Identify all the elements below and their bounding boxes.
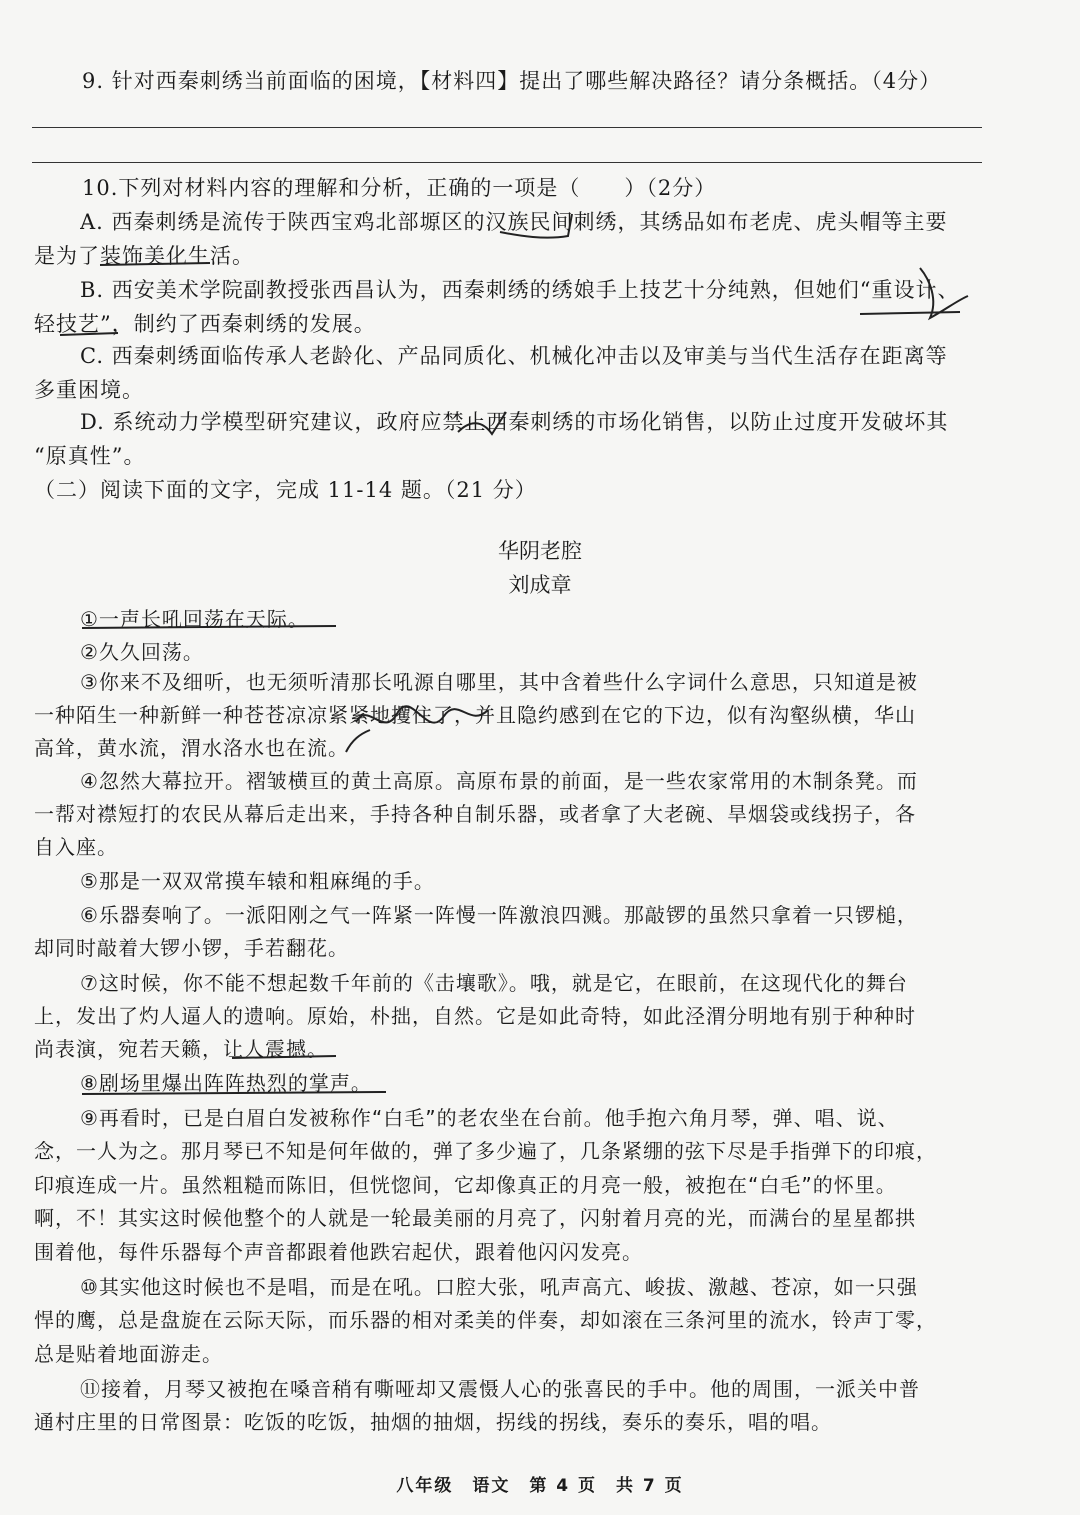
option-a-line-2: 是为了装饰美化生活。: [34, 244, 254, 268]
story-line: ⑦这时候，你不能不想起数千年前的《击壤歌》。哦，就是它，在眼前，在这现代化的舞台: [80, 971, 908, 995]
story-line: 却同时敲着大锣小锣，手若翻花。: [34, 936, 349, 960]
story-line: 围着他，每件乐器每个声音都跟着他跌宕起伏，跟着他闪闪发亮。: [34, 1240, 643, 1264]
story-line: 上，发出了灼人逼人的遗响。原始，朴拙，自然。它是如此奇特，如此泾渭分明地有别于种种时: [34, 1004, 916, 1028]
option-c-line-2: 多重困境。: [34, 378, 144, 402]
question-9: 9. 针对西秦刺绣当前面临的困境，【材料四】提出了哪些解决路径？请分条概括。（4分）: [82, 69, 942, 93]
story-line: 啊，不！其实这时候他整个的人就是一轮最美丽的月亮了，闪射着月亮的光，而满台的星星都拱: [34, 1206, 916, 1230]
answer-line-1[interactable]: [32, 127, 982, 128]
story-line: ③你来不及细听，也无须听清那长吼源自哪里，其中含着些什么字词什么意思，只知道是被: [80, 670, 918, 694]
story-line: ⑥乐器奏响了。一派阳刚之气一阵紧一阵慢一阵激浪四溅。那敲锣的虽然只拿着一只锣槌，: [80, 903, 918, 927]
story-line: 一种陌生一种新鲜一种苍苍凉凉紧紧地攫住了，并且隐约感到在它的下边，似有沟壑纵横，华山: [34, 703, 916, 727]
story-line: 通村庄里的日常图景：吃饭的吃饭，抽烟的抽烟，拐线的拐线，奏乐的奏乐，唱的唱。: [34, 1410, 832, 1434]
story-line: ⑧剧场里爆出阵阵热烈的掌声。: [80, 1071, 372, 1095]
page-footer: 八年级 语文 第 4 页 共 7 页: [396, 1476, 684, 1496]
option-d-line-1: D. 系统动力学模型研究建议，政府应禁止西秦刺绣的市场化销售，以防止过度开发破坏其: [80, 410, 949, 434]
story-line: ⑨再看时，已是白眉白发被称作“白毛”的老农坐在台前。他手抱六角月琴，弹、唱、说、: [80, 1106, 899, 1130]
story-line: ⑩其实他这时候也不是唱，而是在吼。口腔大张，吼声高亢、峻拔、激越、苍凉，如一只强: [80, 1275, 918, 1299]
story-line: 念，一人为之。那月琴已不知是何年做的，弹了多少遍了，几条紧绷的弦下尽是手指弹下的印痕，: [34, 1139, 937, 1163]
story-line: 悍的鹰，总是盘旋在云际天际，而乐器的相对柔美的伴奏，却如滚在三条河里的流水，铃声丁零，: [34, 1308, 937, 1332]
question-10-stem: 10.下列对材料内容的理解和分析，正确的一项是（ ）（2分）: [82, 176, 717, 200]
story-line: ⑪接着，月琴又被抱在嗓音稍有嘶哑却又震慑人心的张喜民的手中。他的周围，一派关中普: [80, 1377, 920, 1401]
story-title: 华阴老腔: [498, 539, 582, 563]
story-author: 刘成章: [508, 573, 572, 597]
option-d-line-2: “原真性”。: [34, 444, 146, 468]
story-line: 高耸，黄水流，渭水洛水也在流。: [34, 736, 349, 760]
story-line: ④忽然大幕拉开。褶皱横亘的黄土高原。高原布景的前面，是一些农家常用的木制条凳。而: [80, 769, 918, 793]
story-line: ①一声长吼回荡在天际。: [80, 607, 309, 631]
story-line: 总是贴着地面游走。: [34, 1342, 223, 1366]
story-line: 尚表演，宛若天籁，让人震撼。: [34, 1037, 328, 1061]
answer-line-2[interactable]: [32, 162, 982, 163]
section-2-heading: （二）阅读下面的文字，完成 11-14 题。（21 分）: [34, 478, 537, 502]
option-c-line-1: C. 西秦刺绣面临传承人老龄化、产品同质化、机械化冲击以及审美与当代生活存在距离等: [80, 344, 948, 368]
story-line: ⑤那是一双双常摸车辕和粗麻绳的手。: [80, 869, 435, 893]
option-b-line-2: 轻技艺”，制约了西秦刺绣的发展。: [34, 312, 376, 336]
option-a-line-1: A. 西秦刺绣是流传于陕西宝鸡北部塬区的汉族民间刺绣，其绣品如布老虎、虎头帽等主要: [80, 210, 948, 234]
story-line: 自入座。: [34, 835, 118, 859]
story-line: ②久久回荡。: [80, 640, 204, 664]
story-line: 一帮对襟短打的农民从幕后走出来，手持各种自制乐器，或者拿了大老碗、旱烟袋或线拐子，各: [34, 802, 916, 826]
story-line: 印痕连成一片。虽然粗糙而陈旧，但恍惚间，它却像真正的月亮一般，被抱在“白毛”的怀里。: [34, 1173, 897, 1197]
option-b-line-1: B. 西安美术学院副教授张西昌认为，西秦刺绣的绣娘手上技艺十分纯熟，但她们“重设计、: [80, 278, 960, 302]
